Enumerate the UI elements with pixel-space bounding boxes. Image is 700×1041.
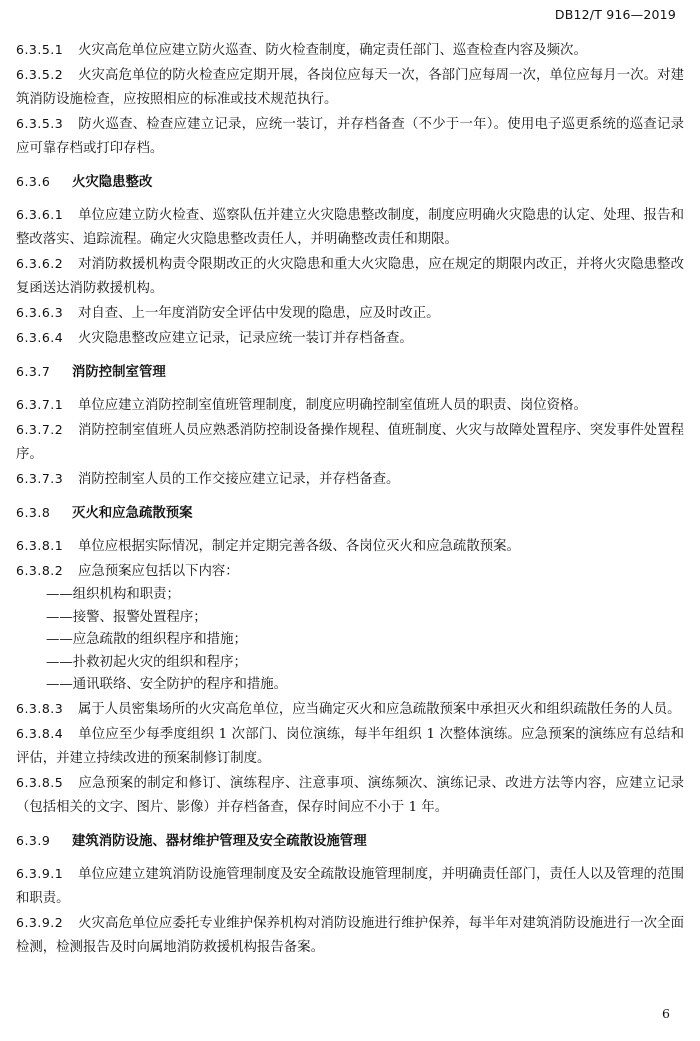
clause-number: 6.3.6.1 (16, 207, 64, 222)
page-number: 6 (662, 1006, 670, 1021)
clause-6-3-8-4 (16, 722, 684, 771)
clause-number: 6.3.8.1 (16, 538, 64, 553)
clause-6-3-5-3 (16, 112, 684, 161)
clause-number: 6.3.6.2 (16, 256, 64, 271)
clause-6-3-7-3 (16, 467, 684, 492)
clause-text: 单位应建立建筑消防设施管理制度及安全疏散设施管理制度，并明确责任部门，责任人以及管理的范围和职责。 (16, 866, 684, 906)
clause-6-3-7-1 (16, 393, 684, 418)
clause-number: 6.3.5.3 (16, 116, 64, 131)
section-title: 火灾隐患整改 (72, 175, 153, 190)
clause-number: 6.3.9.2 (16, 914, 64, 930)
clause-6-3-8-5 (16, 771, 684, 820)
clause-text: 消防控制室人员的工作交接应建立记录，并存档备查。 (78, 472, 400, 487)
clause-6-3-6-1 (16, 203, 684, 252)
clause-text: 火灾高危单位应建立防火巡查、防火检查制度，确定责任部门、巡查检查内容及频次。 (78, 43, 587, 58)
section-number: 6.3.9 (16, 832, 51, 848)
clause-6-3-7-2 (16, 418, 684, 467)
list-item: ——接警、报警处置程序； (46, 609, 207, 625)
clause-text: 单位应建立消防控制室值班管理制度，制度应明确控制室值班人员的职责、岗位资格。 (78, 398, 587, 413)
clause-number: 6.3.7.2 (16, 422, 64, 437)
section-title: 消防控制室管理 (72, 365, 166, 380)
clause-number: 6.3.8.3 (16, 700, 64, 716)
clause-6-3-8-2 (16, 559, 684, 584)
clause-text: 单位应至少每季度组织 1 次部门、岗位演练，每半年组织 1 次整体演练。应急预案的演练应有总结和评估，并建立持续改进的预案制修订制度。 (16, 726, 684, 766)
clause-6-3-6-2 (16, 252, 684, 301)
clause-number: 6.3.6.3 (16, 305, 64, 320)
list-item: ——通讯联络、安全防护的程序和措施。 (46, 677, 288, 692)
clause-6-3-6-4 (16, 326, 684, 351)
clause-6-3-8-1 (16, 534, 684, 559)
clause-number: 6.3.8.5 (16, 774, 64, 790)
section-title: 建筑消防设施、器材维护管理及安全疏散设施管理 (72, 833, 367, 849)
clause-text: 应急预案的制定和修订、演练程序、注意事项、演练频次、演练记录、改进方法等内容，应建立记录（包括相关的文字、图片、影像）并存档备查，保存时间应不小于 1 年。 (16, 775, 684, 815)
clause-6-3-5-2 (16, 63, 684, 112)
emergency-plan-content-list (16, 584, 684, 697)
section-heading-6-3-8 (16, 501, 684, 526)
clause-number: 6.3.8.2 (16, 563, 64, 578)
clause-6-3-5-1 (16, 38, 684, 63)
list-item: ——应急疏散的组织程序和措施； (46, 632, 247, 647)
clause-text: 应急预案应包括以下内容： (78, 564, 239, 579)
clause-6-3-9-2 (16, 911, 684, 960)
section-heading-6-3-6 (16, 170, 684, 195)
clause-number: 6.3.9.1 (16, 865, 64, 881)
clause-number: 6.3.8.4 (16, 725, 64, 741)
document-id: DB12/T 916—2019 (554, 7, 676, 22)
section-heading-6-3-9 (16, 829, 684, 854)
clause-text: 防火巡查、检查应建立记录，应统一装订，并存档备查（不少于一年）。使用电子巡更系统的巡查记录应可靠存档或打印存档。 (16, 117, 684, 156)
section-number: 6.3.7 (16, 364, 51, 379)
clause-text: 火灾隐患整改应建立记录，记录应统一装订并存档备查。 (78, 331, 413, 346)
clause-text: 对消防救援机构责令限期改正的火灾隐患和重大火灾隐患，应在规定的期限内改正，并将火灾隐患整改复函送达消防救援机构。 (16, 257, 684, 296)
clause-number: 6.3.7.3 (16, 471, 64, 486)
clause-6-3-8-3 (16, 697, 684, 722)
clause-text: 消防控制室值班人员应熟悉消防控制设备操作规程、值班制度、火灾与故障处置程序、突发事件处置程序。 (16, 423, 684, 462)
clause-text: 单位应根据实际情况，制定并定期完善各级、各岗位灭火和应急疏散预案。 (78, 539, 520, 554)
clause-text: 属于人员密集场所的火灾高危单位，应当确定灭火和应急疏散预案中承担灭火和组织疏散任务的人员。 (78, 701, 681, 717)
clause-text: 火灾高危单位应委托专业维护保养机构对消防设施进行维护保养，每半年对建筑消防设施进行一次全面检测，检测报告及时向属地消防救援机构报告备案。 (16, 915, 684, 955)
clause-text: 单位应建立防火检查、巡察队伍并建立火灾隐患整改制度，制度应明确火灾隐患的认定、处理、报告和整改落实、追踪流程。确定火灾隐患整改责任人，并明确整改责任和期限。 (16, 208, 684, 247)
clause-number: 6.3.5.2 (16, 67, 64, 82)
clause-number: 6.3.7.1 (16, 397, 64, 412)
clause-6-3-6-3 (16, 301, 684, 326)
clause-6-3-9-1 (16, 862, 684, 911)
section-number: 6.3.8 (16, 505, 51, 520)
clause-number: 6.3.5.1 (16, 42, 64, 57)
section-title: 灭火和应急疏散预案 (72, 506, 193, 521)
section-number: 6.3.6 (16, 174, 51, 189)
clause-number: 6.3.6.4 (16, 330, 64, 345)
section-heading-6-3-7 (16, 360, 684, 385)
clause-text: 对自查、上一年度消防安全评估中发现的隐患，应及时改正。 (78, 306, 440, 321)
list-item: ——扑救初起火灾的组织和程序； (46, 654, 247, 670)
clause-text: 火灾高危单位的防火检查应定期开展，各岗位应每天一次，各部门应每周一次，单位应每月一次。对建筑消防设施检查，应按照相应的标准或技术规范执行。 (16, 68, 684, 107)
list-item: ——组织机构和职责； (46, 587, 180, 602)
document-body (16, 38, 684, 960)
